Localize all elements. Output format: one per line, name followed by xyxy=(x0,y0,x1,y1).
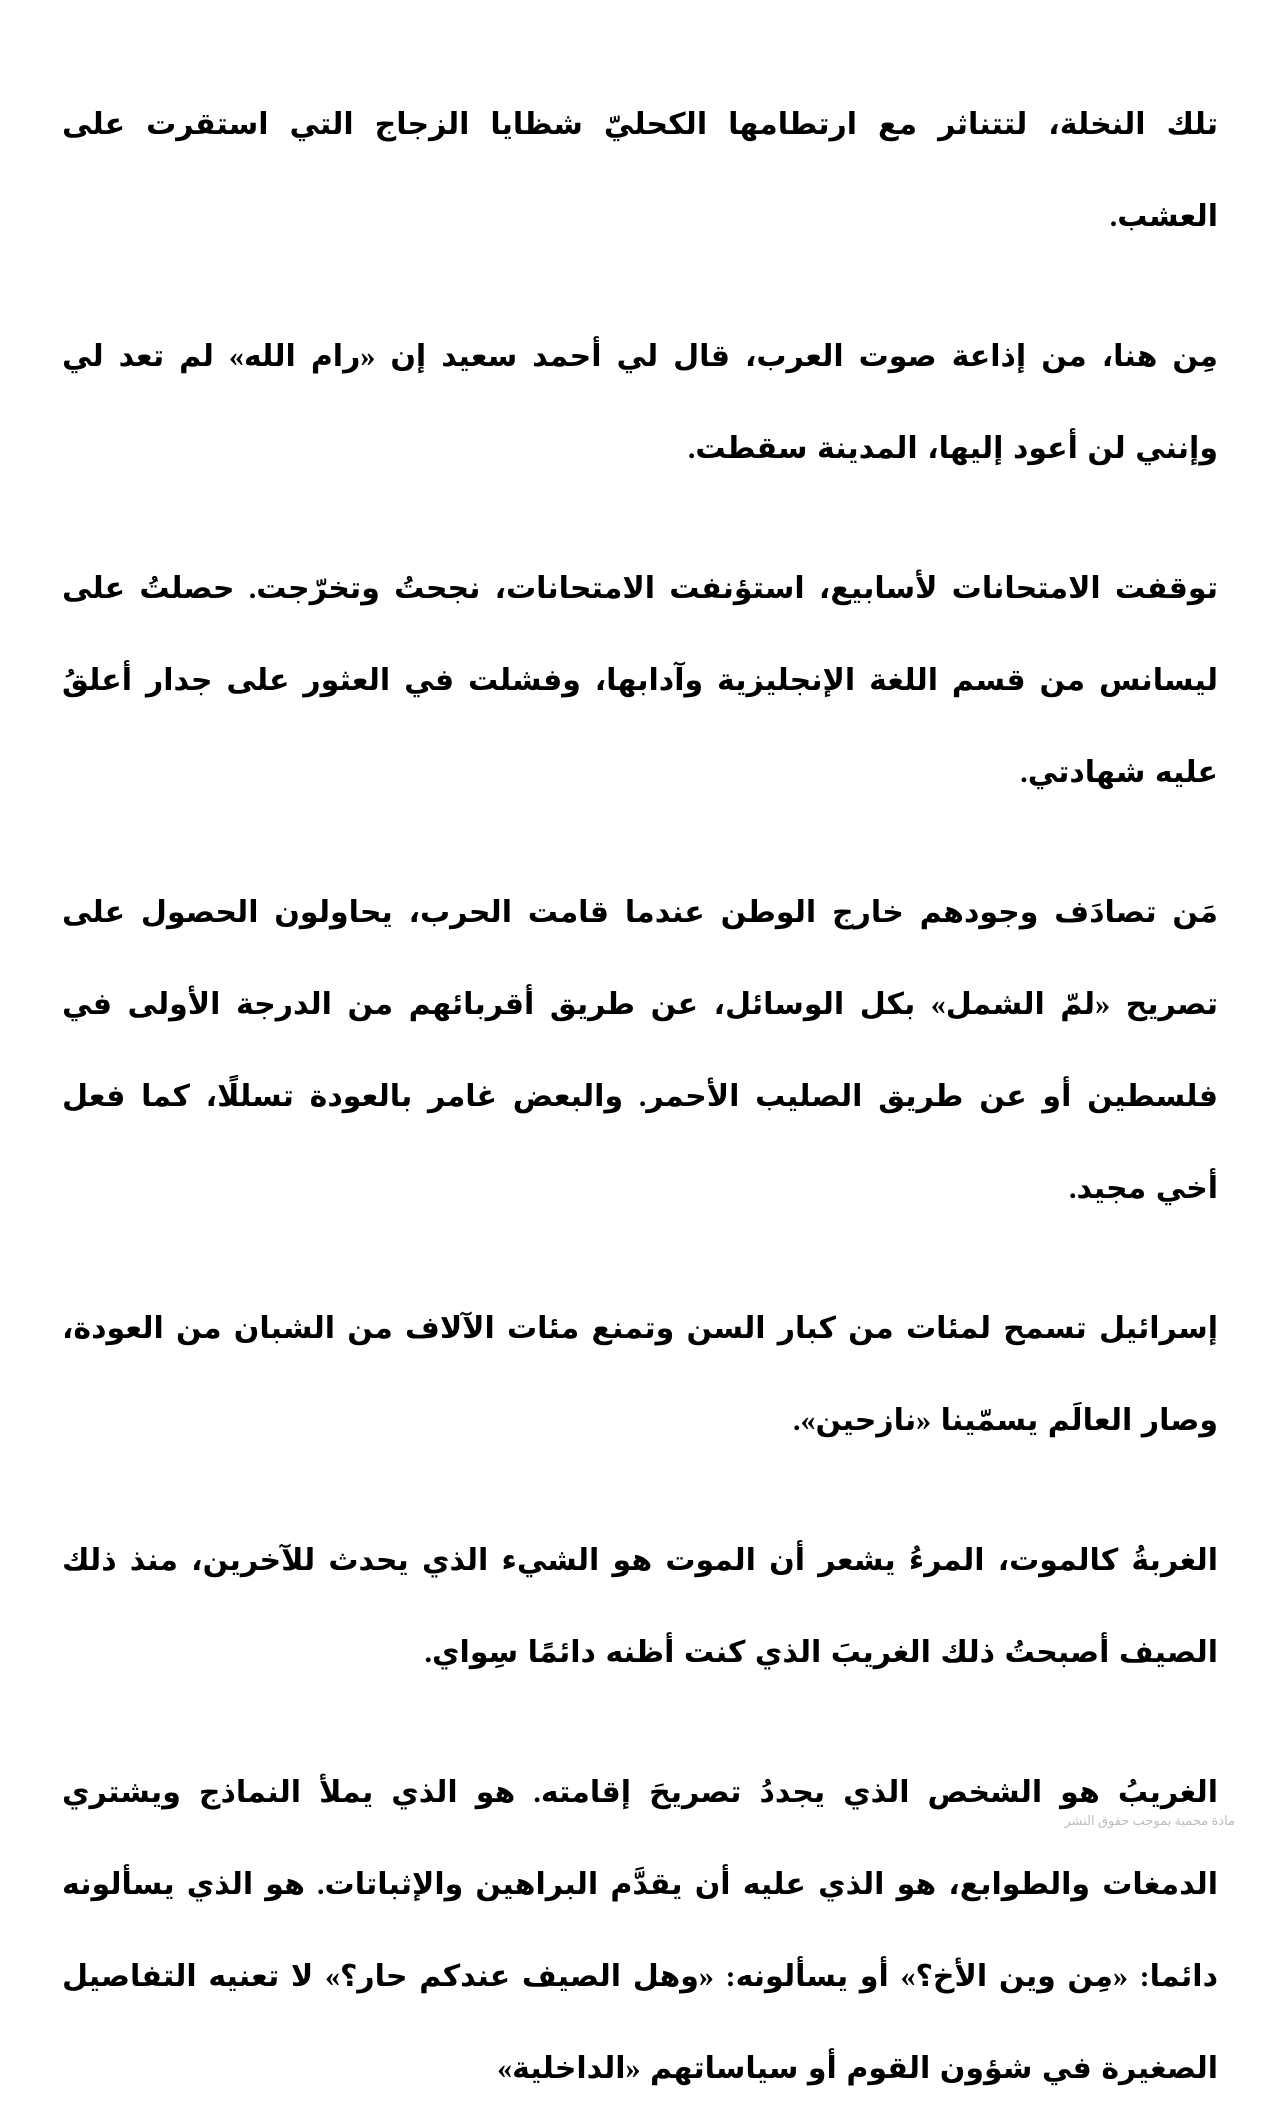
paragraph-5: إسرائيل تسمح لمئات من كبار السن وتمنع مئات الآلاف من الشبان من العودة، وصار العالَم يسمّينا «نازحين». xyxy=(62,1312,1218,1437)
paragraph-1: تلك النخلة، لتتناثر مع ارتطامها الكحليّ شظايا الزجاج التي استقرت على العشب. xyxy=(62,108,1218,233)
paragraph-6: الغربةُ كالموت، المرءُ يشعر أن الموت هو الشيء الذي يحدث للآخرين، منذ ذلك الصيف أصبحتُ ذلك الغريبَ الذي كنت أظنه دائمًا سِواي. xyxy=(62,1544,1218,1669)
paragraph-2: مِن هنا، من إذاعة صوت العرب، قال لي أحمد سعيد إن «رام الله» لم تعد لي وإنني لن أعود إليها، المدينة سقطت. xyxy=(62,340,1218,465)
paragraph-4: مَن تصادَف وجودهم خارج الوطن عندما قامت الحرب، يحاولون الحصول على تصريح «لمّ الشمل» بكل الوسائل، عن طريق أقربائهم من الدرجة الأولى في فلسطين أو عن طريق الصليب الأحمر. والبعض غامر بالعودة تسللًا، كما فعل أخي مجيد. xyxy=(62,896,1218,1205)
copyright-watermark: مادة محمية بموجب حقوق النشر xyxy=(1064,1813,1235,1828)
paragraph-3: توقفت الامتحانات لأسابيع، استؤنفت الامتحانات، نجحتُ وتخرّجت. حصلتُ على ليسانس من قسم اللغة الإنجليزية وآدابها، وفشلت في العثور على جدار أعلقُ عليه شهادتي. xyxy=(62,572,1218,789)
paragraph-7: الغريبُ هو الشخص الذي يجددُ تصريحَ إقامته. هو الذي يملأ النماذج ويشتري الدمغات والطوابع، هو الذي عليه أن يقدَّم البراهين والإثباتات. هو الذي يسألونه دائما: «مِن وين الأخ؟» أو يسألونه: «وهل الصيف عندكم حار؟» لا تعنيه التفاصيل الصغيرة في شؤون القوم أو سياساتهم «الداخلية» xyxy=(62,1776,1218,2085)
